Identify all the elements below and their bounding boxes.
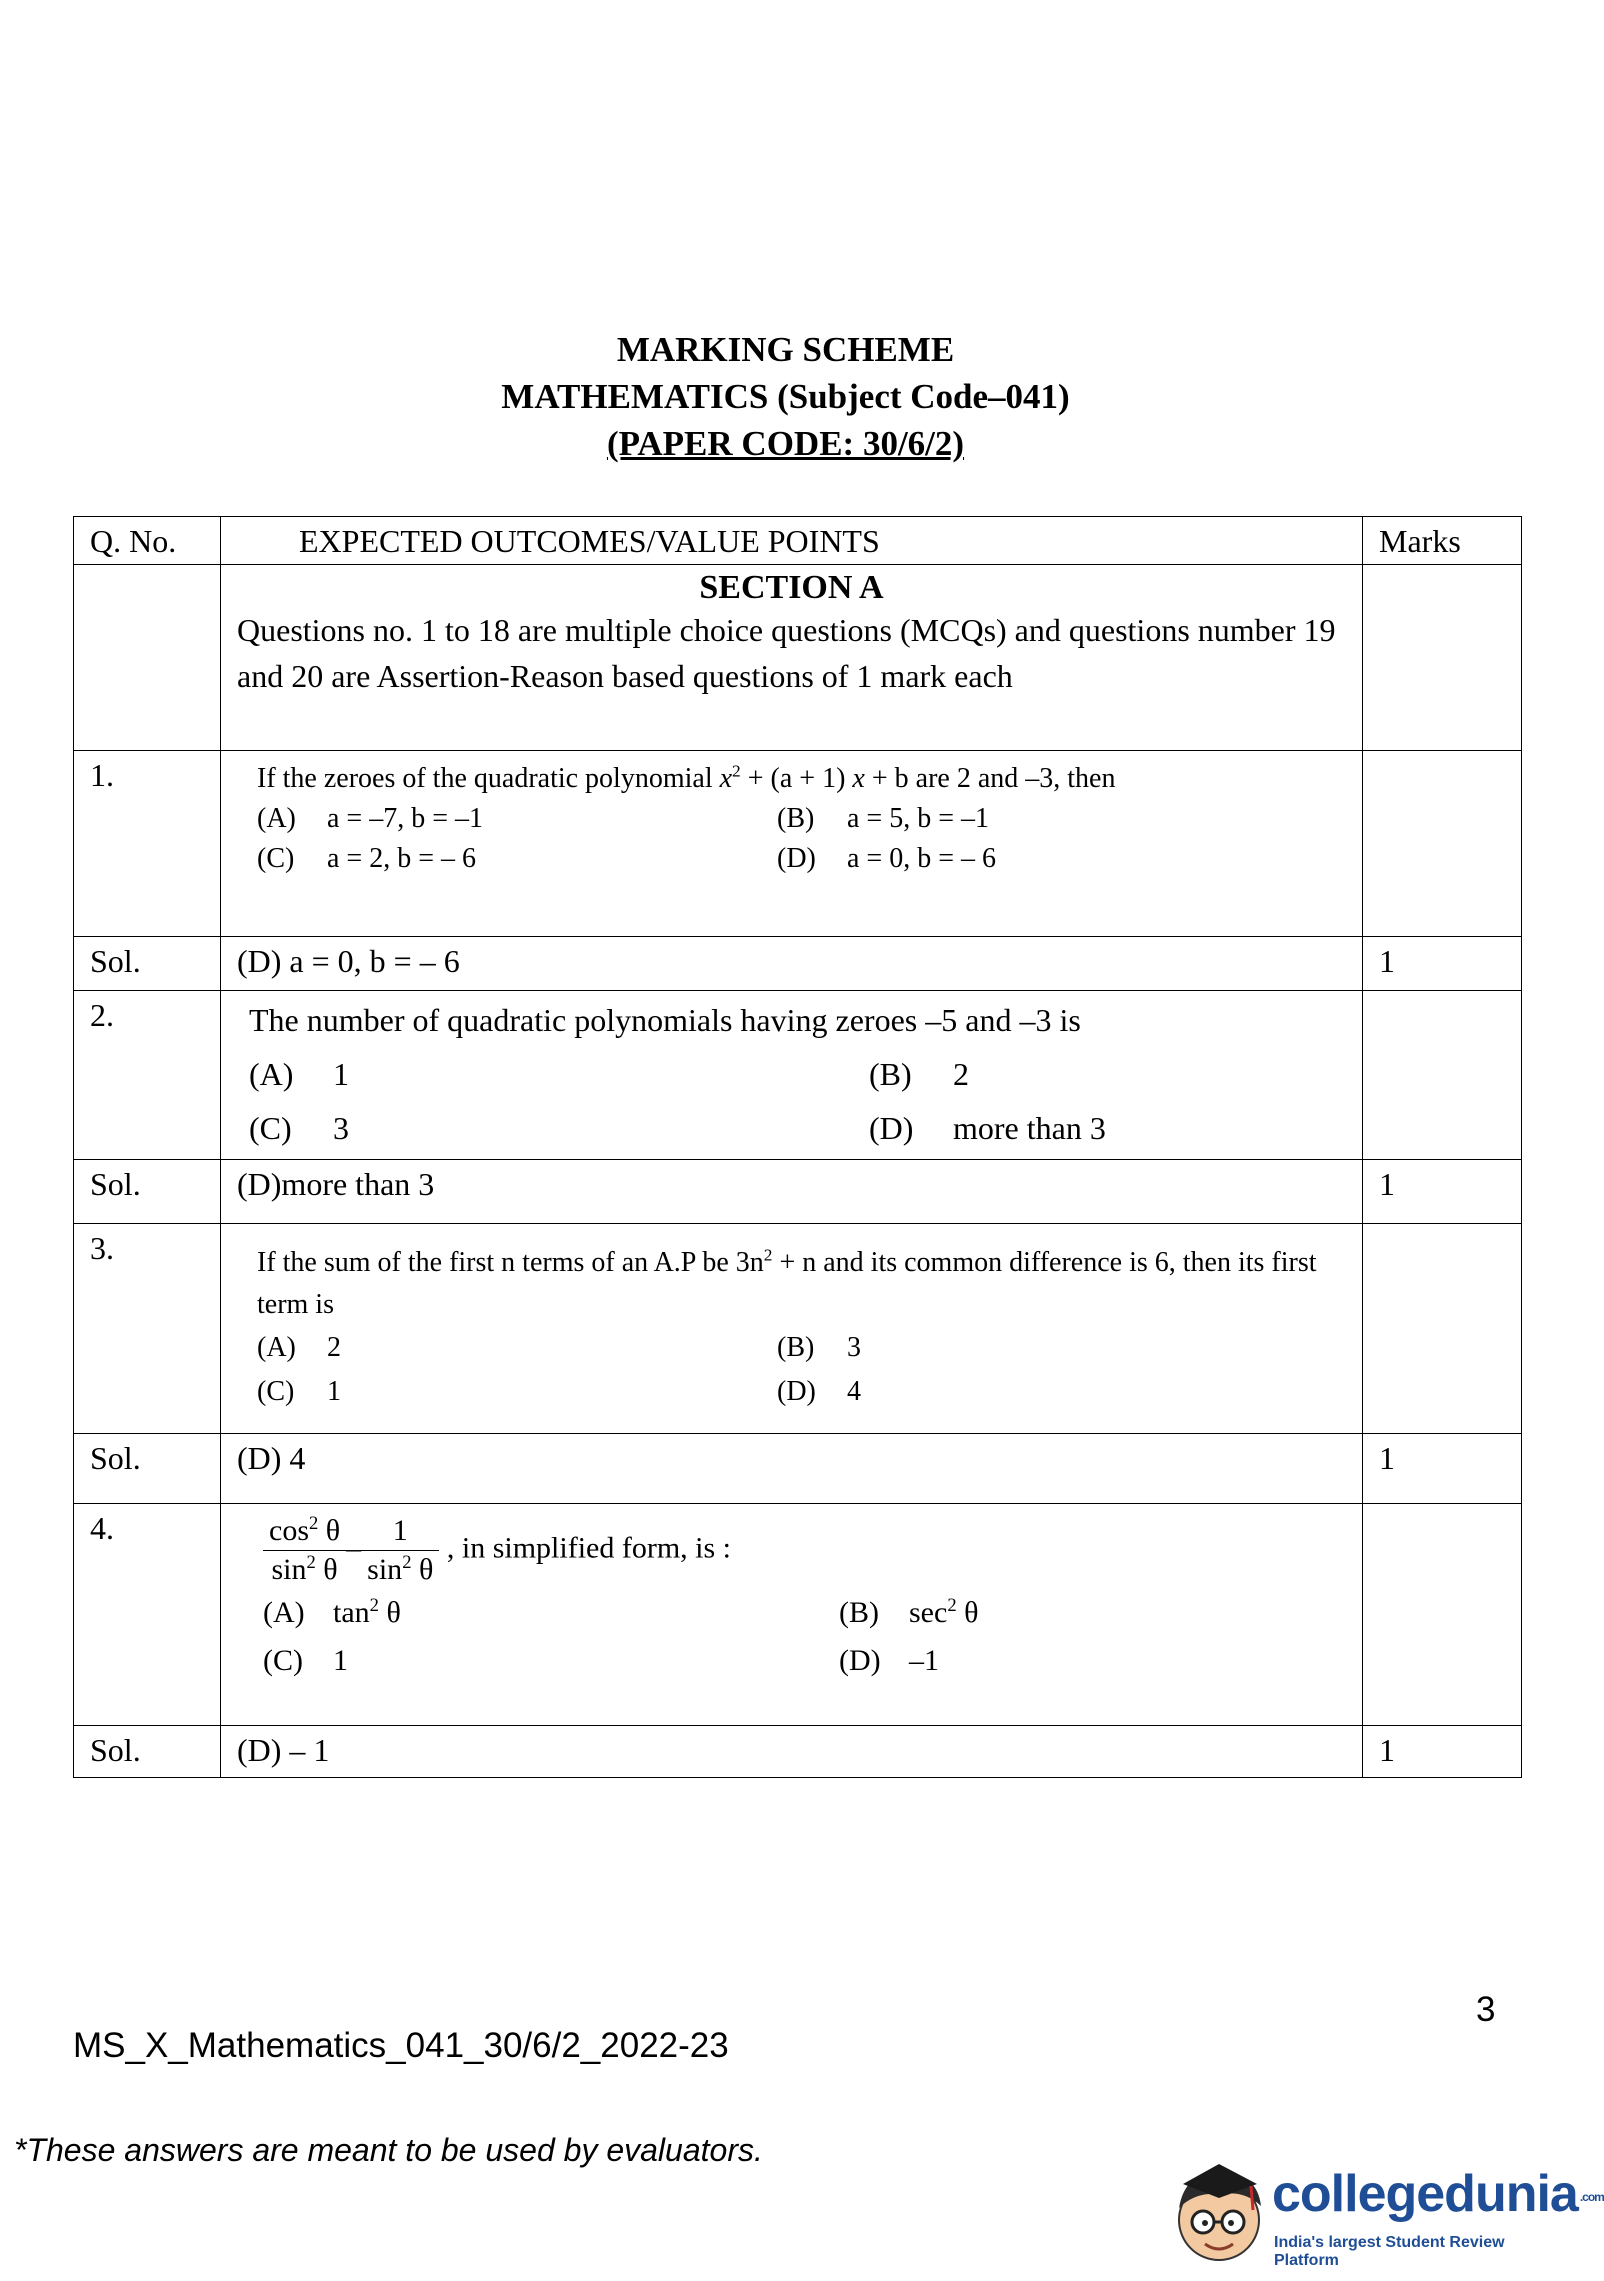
marking-scheme-table — [73, 516, 1522, 1778]
fraction-one-over-sin: $\frac{1}{\sin^2 \theta}$ — [361, 1512, 439, 1589]
title-paper-code: (PAPER CODE: 30/6/2) — [606, 424, 965, 463]
evaluator-note: *These answers are meant to be used by evaluators. — [14, 2132, 763, 2168]
header-outcomes: EXPECTED OUTCOMES/VALUE POINTS — [299, 523, 880, 559]
option-a: (A) 2 — [257, 1332, 341, 1363]
title-marking-scheme: MARKING SCHEME — [616, 330, 955, 369]
document-titles — [0, 326, 1571, 467]
question-row-3 — [74, 1224, 1522, 1434]
question-row-2 — [74, 991, 1522, 1160]
solution-text: (D) a = 0, b = – 6 — [237, 943, 460, 979]
header-marks: Marks — [1379, 523, 1461, 559]
title-subject: MATHEMATICS (Subject Code–041) — [501, 377, 1070, 416]
option-c: (C) 3 — [249, 1110, 349, 1146]
solution-label: Sol. — [90, 943, 141, 979]
question-row-4 — [74, 1504, 1522, 1726]
table-header-row — [74, 517, 1522, 565]
question-content — [221, 991, 1362, 1159]
question-stem: The number of quadratic polynomials having zeroes –5 and –3 is — [249, 1002, 1081, 1038]
page-number: 3 — [1476, 1990, 1496, 2029]
option-d: (D) a = 0, b = – 6 — [777, 843, 997, 874]
option-c: (C) 1 — [257, 1376, 341, 1407]
solution-marks: 1 — [1379, 943, 1395, 979]
option-a: (A) 1 — [249, 1056, 349, 1092]
solution-marks: 1 — [1379, 1440, 1395, 1476]
footer-document-code: MS_X_Mathematics_041_30/6/2_2022-23 — [73, 2026, 729, 2065]
solution-row-3 — [74, 1434, 1522, 1504]
solution-label: Sol. — [90, 1732, 141, 1768]
solution-text: (D) – 1 — [237, 1732, 330, 1768]
question-content — [221, 1504, 1362, 1693]
option-a: (A) $\tan^2 \theta$ — [263, 1595, 401, 1629]
option-b: (B) $\sec^2 \theta$ — [839, 1595, 979, 1629]
header-qno: Q. No. — [90, 523, 177, 559]
logo-tagline: India's largest Student Review Platform — [1274, 2234, 1505, 2269]
section-row — [74, 565, 1522, 751]
question-number: 2. — [90, 997, 114, 1033]
section-description: Questions no. 1 to 18 are multiple choice questions (MCQs) and questions number 19 and 20 are Assertion-Reason based questions of 1 mark each — [237, 612, 1336, 694]
question-row-1 — [74, 751, 1522, 937]
solution-marks: 1 — [1379, 1166, 1395, 1202]
question-number: 3. — [90, 1230, 114, 1266]
question-options — [263, 1589, 1348, 1685]
question-stem: If the sum of the first n terms of an A.P be $3n^2 + n$ and its common difference is 6, then its first term is — [257, 1245, 1317, 1320]
option-d: (D) –1 — [839, 1644, 939, 1677]
fraction-cos-over-sin: $\frac{\cos^2 \theta}{\sin^2 \theta}$ — [263, 1512, 346, 1589]
question-number: 1. — [90, 757, 114, 793]
solution-row-1 — [74, 937, 1522, 991]
logo-wordmark: collegedunia .com — [1272, 2165, 1604, 2223]
question-options — [257, 799, 1348, 879]
solution-row-2 — [74, 1160, 1522, 1224]
option-d: (D) 4 — [777, 1376, 861, 1407]
question-options — [257, 1326, 1348, 1414]
solution-marks: 1 — [1379, 1732, 1395, 1768]
solution-label: Sol. — [90, 1166, 141, 1202]
solution-label: Sol. — [90, 1440, 141, 1476]
option-b: (B) a = 5, b = –1 — [777, 803, 990, 834]
question-content — [221, 751, 1362, 887]
option-d: (D) more than 3 — [869, 1110, 1106, 1146]
solution-row-4 — [74, 1726, 1522, 1778]
option-a: (A) a = –7, b = –1 — [257, 803, 484, 834]
solution-text: (D) 4 — [237, 1440, 306, 1476]
question-options — [249, 1047, 1348, 1155]
option-c: (C) 1 — [263, 1644, 348, 1677]
question-stem: If the zeroes of the quadratic polynomial $x^2 + (a + 1) x + b$ are 2 and –3, then — [257, 761, 1116, 794]
option-c: (C) a = 2, b = – 6 — [257, 843, 477, 874]
question-number: 4. — [90, 1510, 114, 1546]
option-b: (B) 2 — [869, 1056, 969, 1092]
option-b: (B) 3 — [777, 1332, 861, 1363]
question-stem: $\frac{\cos^2 \theta}{\sin^2 \theta}$ – $\frac{1}{\sin^2 \theta}$ , in simplified form, is : — [263, 1512, 1348, 1589]
section-title: SECTION A — [699, 569, 884, 606]
question-content — [221, 1224, 1362, 1422]
solution-text: (D)more than 3 — [237, 1166, 435, 1202]
